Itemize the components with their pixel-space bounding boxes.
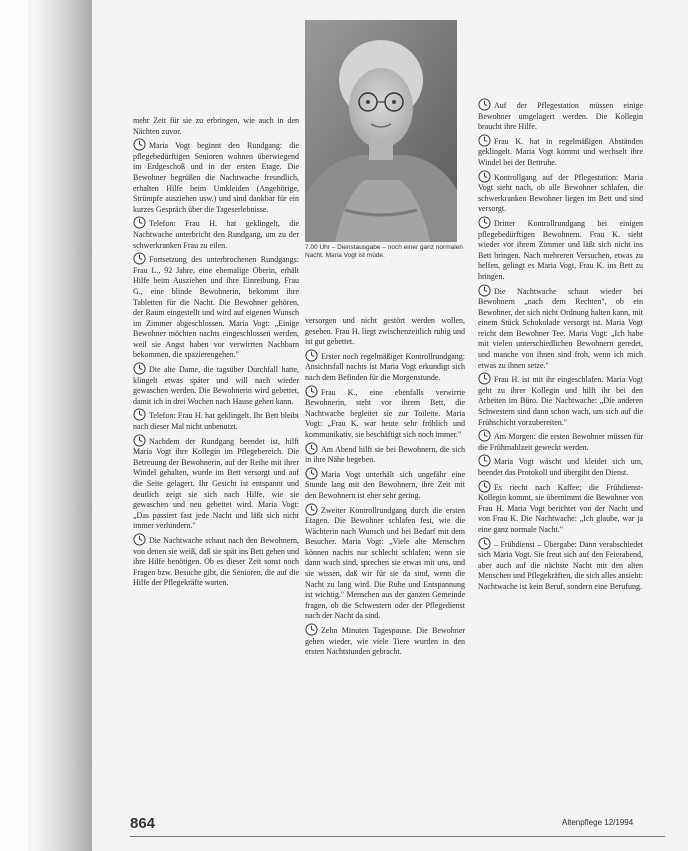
paragraph-text: Frau H. ist mit ihr eingeschlafen. Maria Vogt geht zu ihrer Kollegin und hilft ihr bei den Arbeiten im Büro. Die Nachtwache: „Die anderen Schwestern sind dann schon wach, um sich auf die Frühschicht vorzubereiten."	[478, 375, 643, 427]
paragraph	[305, 316, 465, 348]
paragraph-text: Frau K. hat in regelmäßigen Abständen geklingelt. Maria Vogt kommt und wechselt ihre Windel bei der Bettruhe.	[478, 136, 643, 167]
paragraph	[478, 98, 643, 133]
clock-icon	[478, 284, 491, 297]
clock-icon	[478, 170, 491, 183]
clock-icon	[133, 434, 146, 447]
footer-rule	[130, 836, 665, 837]
page-number: 864	[130, 815, 156, 832]
paragraph-text: Die Nachtwache schaut wieder bei Bewohnern „nach dem Rechten", ob ein Bewohner, der sich nicht Ordnung halten kann, mit einem Stück Schokolade versorgt ist. Maria Vogt reicht dem Bewohner Tee. Maria Vogt: „Ich habe mit vielen unterschiedlichen Bewohnern geredet, und manche von ihnen sind froh, wenn ich mich etwas zu ihnen setze."	[478, 286, 643, 370]
paragraph-text: Maria Vogt beginnt den Rundgang: die pflegebedürftigen Senioren wohnen überwiegend im Erdgeschoß und in der ersten Etage. Die Bewohner begrüßen die Nachtwache freundlich, erhalten Hilfe beim Umkleiden (Angehörige, Strümpfe ausziehen usw.) und sind dankbar für ein kurzes Gespräch über die Tageserlebnisse.	[133, 141, 299, 214]
clock-icon	[478, 537, 491, 550]
paragraph	[478, 429, 643, 453]
paragraph-text: Nachdem der Rundgang beendet ist, hilft Maria Vogt ihre Kollegin im Pflegebereich. Die Betreuung der Bewohnerin, auf der Reihe mit ihrer Windel gehalten, wurde im Bett versorgt und auf die Seite gelagert. Ihr Gesicht ist entspannt und deutlich zeigt sie sich nach Hilfe, wie sie gewaschen und neu gebettet wird. Maria Vogt: „Das passiert fast jede Nacht und läßt sich nicht immer verhindern."	[133, 436, 299, 531]
paragraph-text: Auf der Pflegestation müssen einige Bewohner umgelagert werden. Die Kollegin braucht ihre Hilfe.	[478, 101, 643, 132]
paragraph	[133, 138, 299, 215]
paragraph-text: Zweiter Kontrollrundgang durch die ersten Etagen. Die Bewohner schlafen fest, wie die Wächterin nach Wunsch und bei Bedarf mit dem Besucher. Maria Vogt: „Viele alte Menschen können nachts nur schlecht schlafen; wenn sie dann wach sind, sprechen sie etwas mit uns, und sie wissen, daß wir für sie da sind, wenn die Nacht zu lang wird. Die Ruhe und Entspannung ist wichtig." Menschen aus der ganzen Gemeinde fragen, ob die Schwestern oder der Pflegedienst nach der Nacht da sind.	[305, 505, 465, 621]
clock-icon	[478, 134, 491, 147]
clock-icon	[133, 138, 146, 151]
paragraph	[478, 134, 643, 169]
paragraph	[305, 503, 465, 623]
clock-icon	[305, 442, 318, 455]
paragraph-text: Dritter Kontrollrundgang bei einigen pflegebedürftigen Bewohnern. Frau K. sieht wieder vor ihrem Zimmer und läßt sich nicht ins Bett bringen. Nach mehreren Versuchen, etwas zu helfen, gelingt es Maria Vogt, Frau K. ins Bett zu bringen.	[478, 218, 643, 281]
paragraph-text: Die alte Dame, die tagsüber Durchfall hatte, klingelt etwas später und will nach wieder gewaschen werden. Die Bewohnerin wird gebettet, damit ich in drei Wochen nach Hause gehen kann.	[133, 365, 299, 406]
issue-footer: Altenpflege 12/1994	[562, 818, 634, 827]
clock-icon	[305, 467, 318, 480]
clock-icon	[478, 98, 491, 111]
paragraph-text: mehr Zeit für sie zu erbringen, wie auch in den Nächten zuvor.	[133, 116, 299, 136]
paragraph	[478, 216, 643, 283]
paragraph	[305, 623, 465, 658]
clock-icon	[305, 623, 318, 636]
portrait-photo	[305, 20, 457, 242]
paragraph	[133, 252, 299, 361]
paragraph	[133, 408, 299, 432]
paragraph-text: – Frühdienst – Übergabe: Dann verabschiedet sich Maria Vogt. Sie freut sich auf den Feierabend, aber auch auf die nächste Nacht mit den alten Menschen und Pflegekräften, die sich alles ansieht: Nachtwache ist kein Beruf, sondern eine Berufung.	[478, 539, 643, 591]
paragraph	[305, 467, 465, 502]
paragraph-text: Die Nachtwache schaut nach den Bewohnern, von denen sie weiß, daß sie spät ins Bett gehen und ihre Hilfe benötigen. Ob es dieser Zeit sonst noch Fragen bzw. Besuche gibt, die Senioren, die auf die Hilfe der Pflegekräfte warten.	[133, 535, 299, 588]
paragraph-text: Erster noch regelmäßiger Kontrollrundgang: Ansichtsfall nachts ist Maria Vogt erkundigt sich nach dem Befinden für die Morgenstunde.	[305, 351, 465, 382]
paragraph	[133, 362, 299, 407]
clock-icon	[478, 480, 491, 493]
paragraph-text: Maria Vogt wäscht und kleidet sich um, beendet das Protokoll und übergibt den Dienst.	[478, 457, 643, 477]
paragraph	[478, 454, 643, 478]
paragraph-text: Frau K., eine ebenfalls verwirrte Bewohnerin, steht vor ihrem Bett, die Nachtwache begleitet sie zur Toilette. Maria Vogt: „Frau K. war heute sehr fröhlich und kommunikativ, sie beschäftigt sich noch immer."	[305, 387, 465, 439]
clock-icon	[478, 372, 491, 385]
photo-caption: 7.00 Uhr – Dienstausgabe – noch einer ganz normalen Nacht. Maria Vogt ist müde.	[305, 244, 463, 259]
paragraph-text: Kontrollgang auf der Pflegestation: Maria Vogt sieht nach, ob alle Bewohner schlafen, die schwerkranken Bewohner liegen im Bett und sind versorgt.	[478, 172, 643, 214]
clock-icon	[133, 408, 146, 421]
clock-icon	[305, 385, 318, 398]
page-edge	[14, 0, 28, 851]
paragraph	[133, 116, 299, 137]
paragraph-text: Am Abend hilft sie bei Bewohnern, die sich in ihre Nähe begeben.	[305, 444, 465, 465]
paragraph	[478, 372, 643, 428]
paragraph-text: Telefon: Frau H. hat geklingelt. Ihr Bett bleibt nach dieser Mal nicht unbenutzt.	[133, 411, 299, 432]
paragraph	[478, 284, 643, 372]
paragraph	[305, 349, 465, 384]
clock-icon	[305, 349, 318, 362]
paragraph	[305, 442, 465, 466]
paragraph-text: Am Morgen: die ersten Bewohner müssen für die Frühmahlzeit geweckt werden.	[478, 432, 643, 452]
paragraph	[133, 216, 299, 251]
paragraph	[133, 533, 299, 589]
clock-icon	[133, 362, 146, 375]
clock-icon	[478, 216, 491, 229]
paragraph-text: Fortsetzung des unterbrochenen Rundgangs: Frau L., 92 Jahre, eine ehemalige Oberin, erhält Hilfe beim Ausziehen und ihre Einreibung. Frau G., eine blinde Bewohnerin, bekommt ihre Tabletten für die Nacht. Die Bewohner gehören, der Raum eingestellt und wird auf eigenen Wunsch im Zimmer abgeschlossen. Maria Vogt: „Einige Bewohner möchten nachts eingeschlossen werden, weil sie Angst haben vor verwirrten Nachbarn bekommen, die spazierengehen."	[133, 255, 299, 360]
paragraph	[478, 537, 643, 593]
clock-icon	[478, 429, 491, 442]
text-column-middle	[305, 316, 465, 796]
text-column-left	[133, 116, 299, 796]
paragraph	[133, 434, 299, 532]
paragraph	[478, 480, 643, 536]
paragraph	[478, 170, 643, 215]
paragraph-text: Es riecht nach Kaffee; die Frühdienst-Kollegin kommt, sie übernimmt die Bewohner von Frau H. Maria Vogt berichtet von der Nacht und von Frau K. Die Nachtwache: „Ich glaube, war ja eine ganz normale Nacht."	[478, 482, 643, 534]
paragraph-text: Zehn Minuten Tagespause. Die Bewohner gehen wieder, wie viele Tiere wurden in den ersten Nachtstunden gebracht.	[305, 626, 465, 657]
clock-icon	[478, 454, 491, 467]
clock-icon	[133, 533, 146, 546]
text-column-right	[478, 98, 643, 798]
clock-icon	[305, 503, 318, 516]
paragraph-text: versorgen und nicht gestört werden wollen, gesehen. Frau H. liegt zwischenzeitlich ruhig und ist gut gebettet.	[305, 316, 465, 347]
paragraph-text: Maria Vogt unterhält sich ungefähr eine Stunde lang mit den Bewohnern, ihre Zeit mit den Bewohnern ist eher sehr gering.	[305, 469, 465, 500]
paragraph-text: Telefon: Frau H. hat geklingelt, die Nachtwache unterbricht den Rundgang, um zu der schwerkranken Frau zu eilen.	[133, 219, 299, 250]
clock-icon	[133, 216, 146, 229]
paragraph	[305, 385, 465, 441]
clock-icon	[133, 252, 146, 265]
